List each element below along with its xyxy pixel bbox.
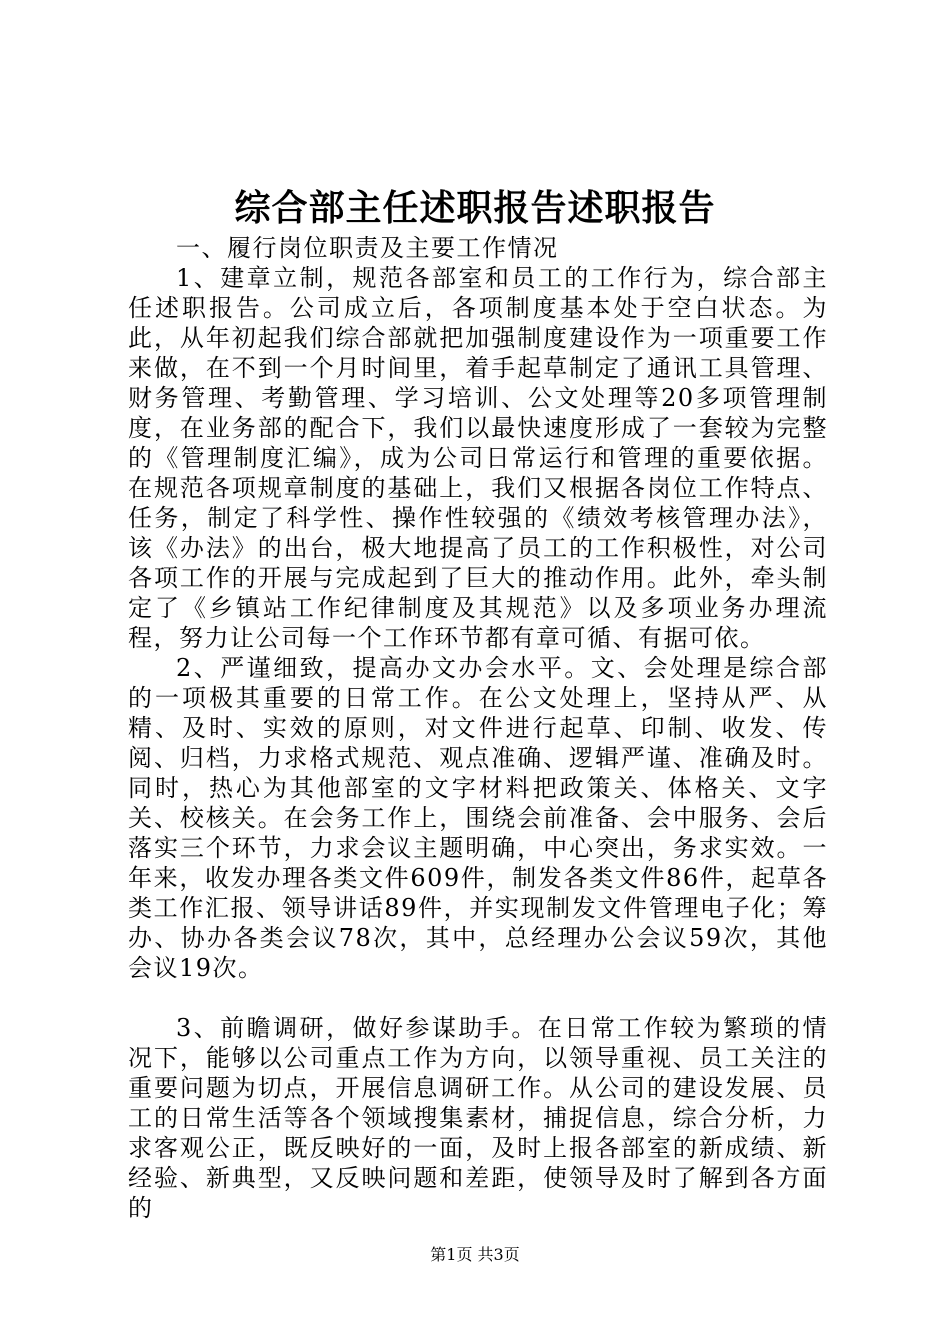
page-footer: 第1页 共3页 (430, 1245, 520, 1264)
document-body (128, 233, 828, 1223)
paragraph-1: 1、建章立制，规范各部室和员工的工作行为，综合部主任述职报告。公司成立后，各项制度基本处于空白状态。为此，从年初起我们综合部就把加强制度建设作为一项重要工作来做，在不到一个月时间里，着手起草制定了通讯工具管理、财务管理、考勤管理、学习培训、公文处理等20多项管理制度，在业务部的配合下，我们以最快速度形成了一套较为完整的《管理制度汇编》，成为公司日常运行和管理的重要依据。在规范各项规章制度的基础上，我们又根据各岗位工作特点、任务，制定了科学性、操作性较强的《绩效考核管理办法》，该《办法》的出台，极大地提高了员工的工作积极性，对公司各项工作的开展与完成起到了巨大的推动作用。此外，牵头制定了《乡镇站工作纪律制度及其规范》以及多项业务办理流程，努力让公司每一个工作环节都有章可循、有据可依。 (128, 264, 828, 652)
section-heading: 一、履行岗位职责及主要工作情况 (176, 234, 559, 262)
paragraph-3: 3、前瞻调研，做好参谋助手。在日常工作较为繁琐的情况下，能够以公司重点工作为方向，以领导重视、员工关注的重要问题为切点，开展信息调研工作。从公司的建设发展、员工的日常生活等各个领域搜集素材，捕捉信息，综合分析，力求客观公正，既反映好的一面，及时上报各部室的新成绩、新经验、新典型，又反映问题和差距，使领导及时了解到各方面的 (128, 1014, 828, 1222)
document-title: 综合部主任述职报告述职报告 (234, 187, 716, 229)
paragraph-2: 2、严谨细致，提高办文办会水平。文、会处理是综合部的一项极其重要的日常工作。在公文处理上，坚持从严、从精、及时、实效的原则，对文件进行起草、印制、收发、传阅、归档，力求格式规范、观点准确、逻辑严谨、准确及时。同时，热心为其他部室的文字材料把政策关、体格关、文字关、校核关。在会务工作上，围绕会前准备、会中服务、会后落实三个环节，力求会议主题明确，中心突出，务求实效。一年来，收发办理各类文件609件，制发各类文件86件，起草各类工作汇报、领导讲话89件，并实现制发文件管理电子化；筹办、协办各类会议78次，其中，总经理办公会议59次，其他会议19次。 (128, 654, 828, 982)
